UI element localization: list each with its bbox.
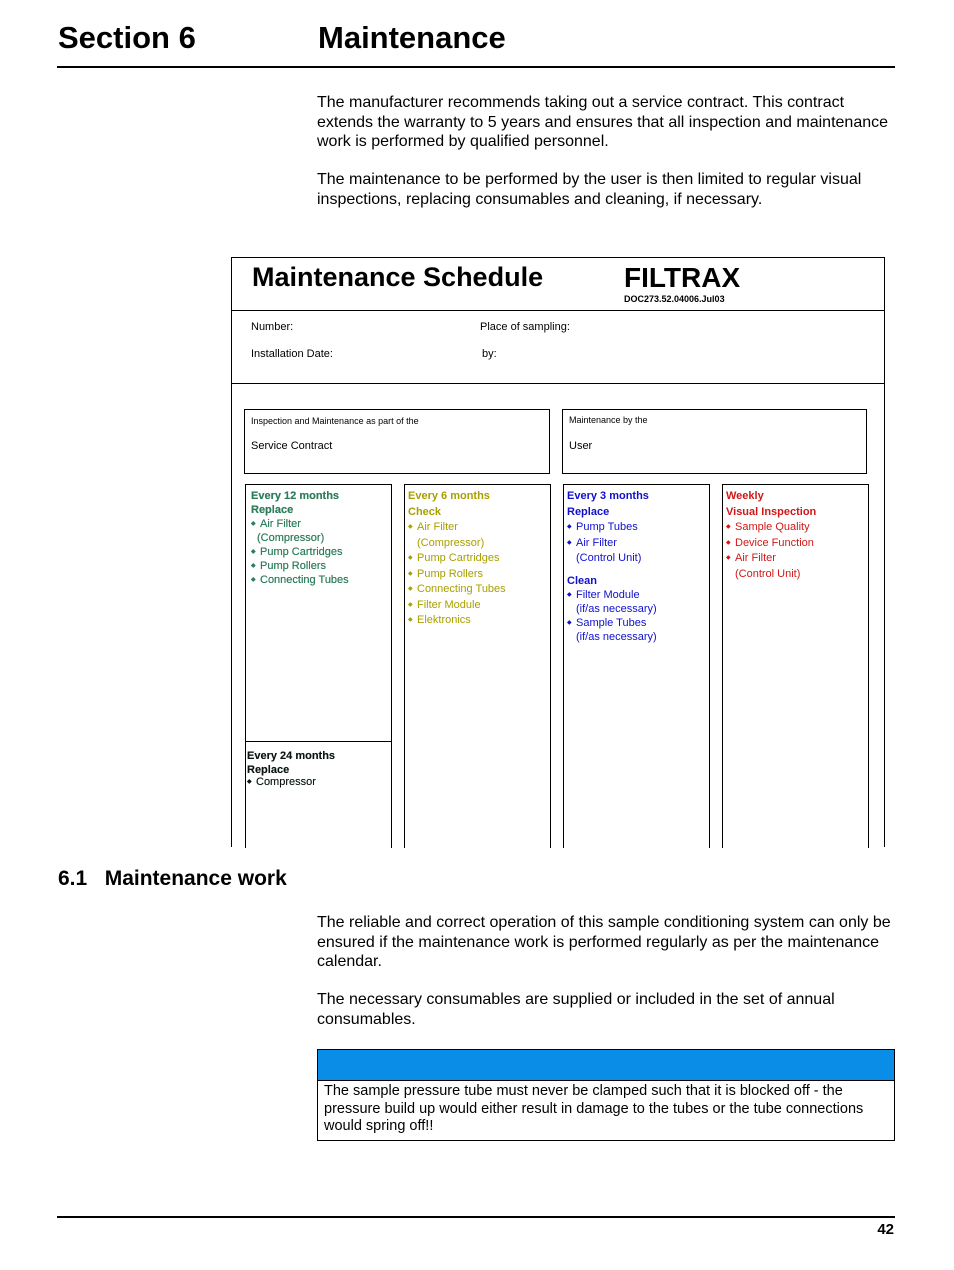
list-item: ◆ Filter Module: [567, 588, 709, 602]
colw-list: [726, 520, 868, 582]
list-item: (Control Unit): [735, 567, 801, 580]
list-item: ◆ Compressor: [247, 776, 316, 788]
list-item: (if/as necessary): [576, 602, 657, 615]
col12-heading: Every 12 months: [251, 490, 340, 502]
list-item: ◆ Elektronics: [408, 613, 550, 629]
list-item: ◆ Pump Tubes: [567, 520, 709, 536]
colw-action: Visual Inspection: [726, 505, 817, 518]
col3-clean-list: [567, 588, 709, 644]
colw-heading: Weekly: [726, 490, 764, 502]
col24-heading: Every 24 months: [247, 750, 336, 762]
by-field-label: by:: [482, 348, 497, 360]
intro-paragraph-2: The maintenance to be performed by the user is then limited to regular visual inspections, replacing consumables and cleaning, if necessary.: [317, 171, 862, 208]
list-item: ◆ Air Filter: [726, 551, 868, 567]
section-number: Section 6: [58, 20, 196, 55]
column-12-months: [245, 484, 392, 848]
list-item: (Compressor): [417, 536, 485, 549]
page-number: 42: [877, 1221, 894, 1238]
col3-action-replace: Replace: [567, 505, 610, 518]
col3-heading: Every 3 months: [567, 490, 649, 502]
col12-list: [251, 517, 391, 587]
col6-list: [408, 520, 550, 629]
header-rule: [57, 66, 895, 68]
section-6-1-paragraph-2: The necessary consumables are supplied or included in the set of annual consumables.: [317, 991, 835, 1028]
user-label: User: [569, 440, 593, 452]
note-header-bar: [318, 1050, 894, 1081]
col12-divider: [245, 741, 391, 742]
brand-name: FILTRAX: [624, 262, 741, 293]
col6-heading: Every 6 months: [408, 490, 490, 502]
number-field-label: Number:: [251, 321, 294, 333]
user-box: [562, 409, 867, 474]
section-title: Maintenance: [318, 20, 506, 55]
list-item: ◆ Pump Cartridges: [251, 545, 391, 559]
col3-action-clean: Clean: [567, 574, 597, 587]
list-item: ◆ Filter Module: [408, 598, 550, 614]
section-6-1-heading: 6.1 Maintenance work: [58, 867, 287, 890]
section-6-1-paragraph-1: The reliable and correct operation of this sample conditioning system can only be ensured if the maintenance work is performed regularly as per the maintenance calendar.: [317, 914, 891, 970]
list-item: ◆ Air Filter: [567, 536, 709, 552]
list-item: ◆ Air Filter: [251, 517, 391, 531]
place-field-label: Place of sampling:: [480, 321, 570, 333]
doc-code: DOC273.52.04006.Jul03: [624, 294, 725, 304]
title-divider: [232, 310, 884, 311]
col6-action: Check: [408, 505, 442, 518]
install-date-field-label: Installation Date:: [251, 348, 333, 360]
column-weekly: [722, 484, 869, 848]
fields-divider: [232, 383, 884, 384]
note-box: [317, 1049, 895, 1141]
list-item: ◆ Pump Rollers: [251, 559, 391, 573]
column-6-months: [404, 484, 551, 848]
col12-action: Replace: [251, 504, 294, 516]
col24-item: Compressor: [256, 776, 316, 788]
col24-action: Replace: [247, 764, 290, 776]
service-caption: Inspection and Maintenance as part of the: [251, 416, 419, 426]
maintenance-schedule: [231, 257, 885, 847]
column-24-months: [247, 749, 335, 789]
list-item: ◆ Air Filter: [408, 520, 550, 536]
intro-paragraph-1: The manufacturer recommends taking out a service contract. This contract extends the warranty to 5 years and ensures that all inspection and maintenance work is performed by qualified personnel.: [317, 94, 889, 150]
list-item: ◆ Connecting Tubes: [408, 582, 550, 598]
list-item: ◆ Device Function: [726, 536, 868, 552]
list-item: ◆ Sample Tubes: [567, 616, 709, 630]
list-item: ◆ Sample Quality: [726, 520, 868, 536]
list-item: ◆ Connecting Tubes: [251, 573, 391, 587]
list-item: ◆ Pump Rollers: [408, 567, 550, 583]
user-caption: Maintenance by the: [569, 415, 648, 425]
note-text: The sample pressure tube must never be clamped such that it is blocked off - the pressure build up would either result in damage to the tubes or the tube connections would spring off!!: [324, 1083, 864, 1134]
schedule-title: Maintenance Schedule: [252, 262, 544, 292]
list-item: (Compressor): [257, 532, 325, 544]
service-label: Service Contract: [251, 440, 333, 452]
list-item: ◆ Pump Cartridges: [408, 551, 550, 567]
list-item: (if/as necessary): [576, 630, 657, 643]
footer-rule: [57, 1216, 895, 1218]
list-item: (Control Unit): [576, 552, 642, 564]
service-contract-box: [244, 409, 550, 474]
col3-replace-list: [567, 520, 709, 567]
column-3-months: [563, 484, 710, 848]
